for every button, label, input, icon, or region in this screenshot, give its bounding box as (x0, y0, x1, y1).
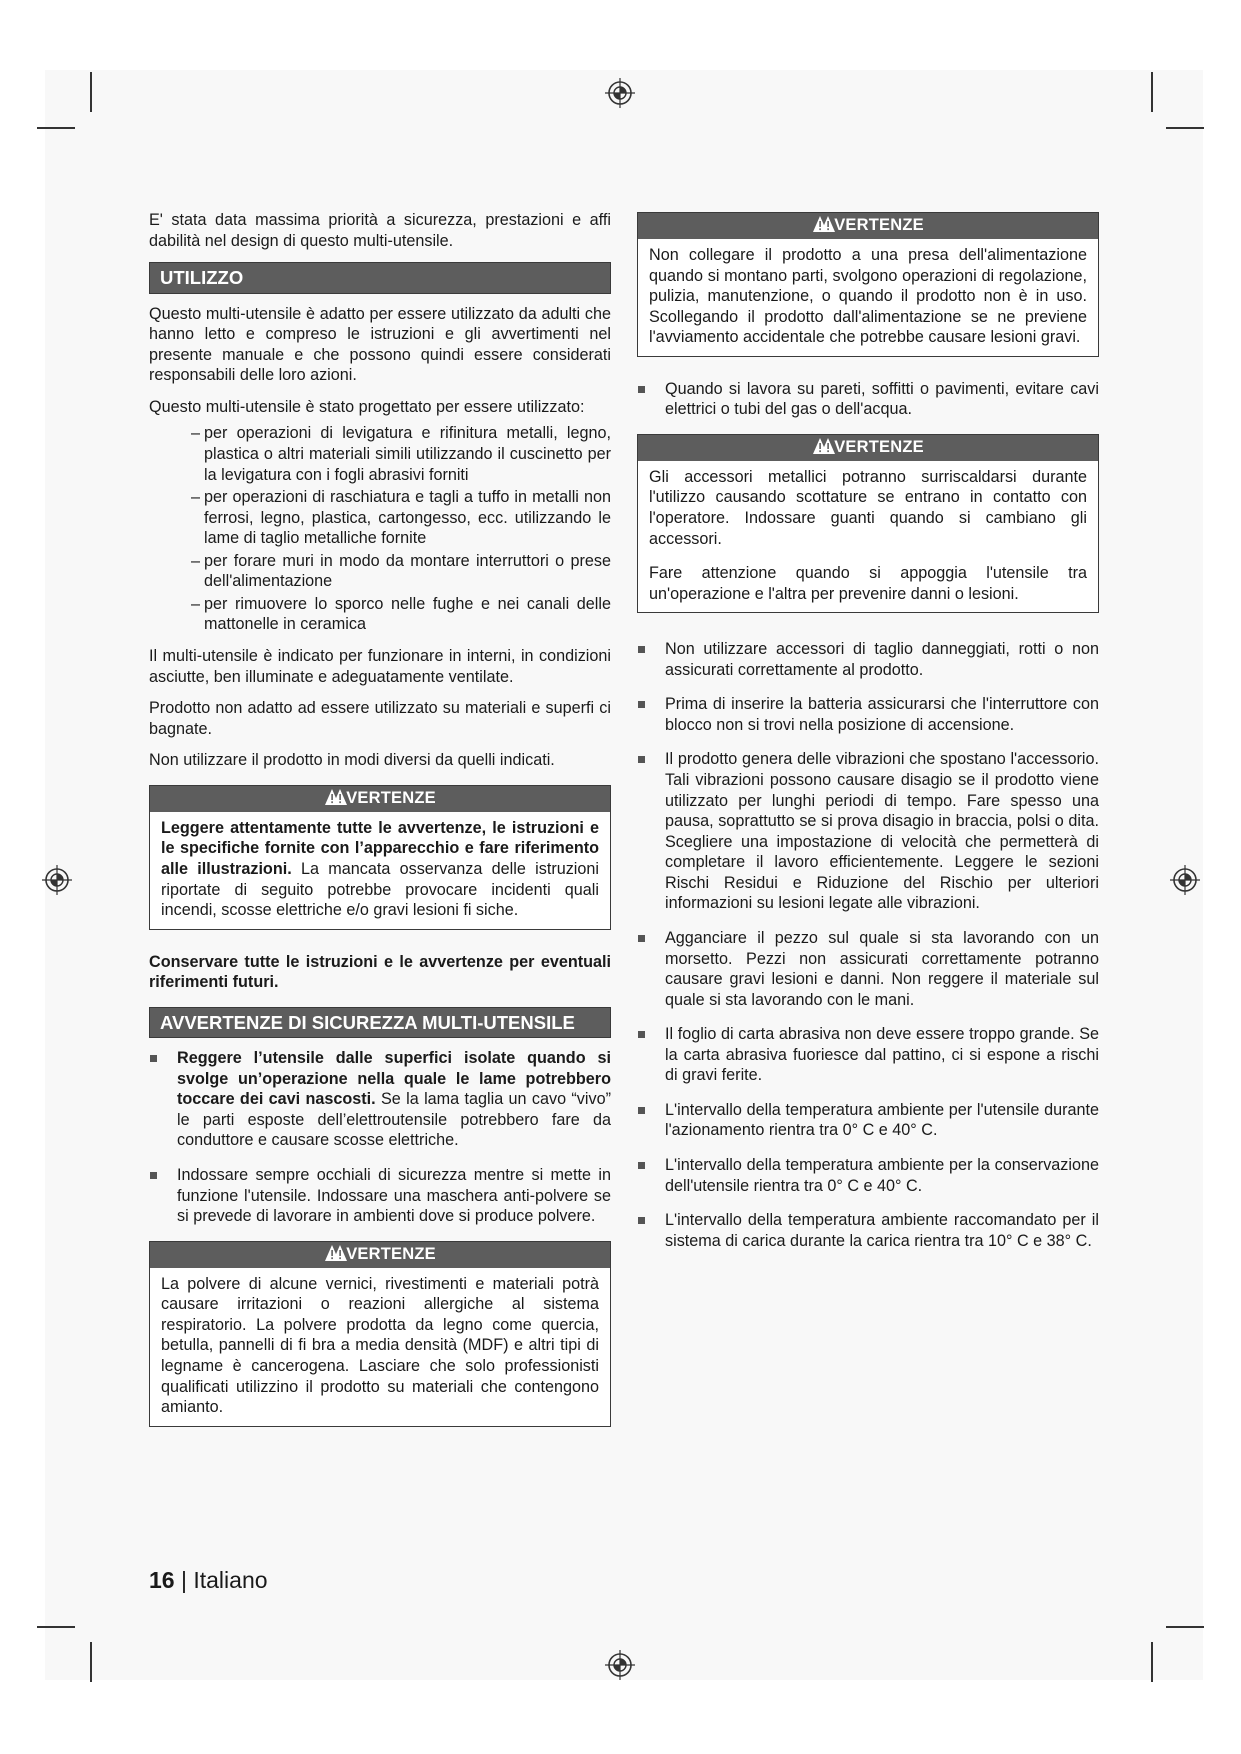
safety-list (637, 379, 1099, 420)
section-heading-safety: AVVERTENZE DI SICUREZZA MULTI-UTENSILE (149, 1007, 611, 1038)
crop-mark-top-right-h (1166, 127, 1204, 129)
warning-triangle-icon (324, 1244, 348, 1262)
warning-box (149, 1241, 611, 1427)
warning-header: VERTENZE (150, 1242, 610, 1268)
warning-header: VERTENZE (638, 435, 1098, 461)
warning-body (638, 461, 1098, 612)
bullet-square-icon (150, 1172, 157, 1179)
uses-list (149, 423, 611, 635)
bullet-square-icon (638, 1162, 645, 1169)
crop-mark-bottom-right-h (1166, 1626, 1204, 1628)
bullet-square-icon (638, 1217, 645, 1224)
warning-text: Gli accessori metallici potranno surriscaldarsi durante l'utilizzo causando scottature se entrano in contatto con l'operatore. Indossare guanti quando si cambiano gli accessori. (649, 467, 1087, 548)
intro-paragraph: E' stata data massima priorità a sicurezza, prestazioni e affi dabilità nel design di questo multi-utensile. (149, 211, 611, 250)
safety-list (149, 1048, 611, 1227)
list-item: L'intervallo della temperatura ambiente raccomandato per il sistema di carica durante la carica rientra tra 10° C e 38° C. (637, 1210, 1099, 1251)
warning-box (637, 212, 1099, 357)
warning-box (149, 785, 611, 930)
crop-mark-bottom-left-h (37, 1626, 75, 1628)
section-heading-utilizzo: UTILIZZO (149, 262, 611, 293)
bullet-square-icon (150, 1055, 157, 1062)
bullet-square-icon (638, 646, 645, 653)
left-column (149, 210, 611, 1443)
list-item: – per forare muri in modo da montare interruttori o prese dell'alimentazione (191, 551, 611, 591)
page-number: 16 (149, 1567, 175, 1593)
bullet-square-icon (638, 386, 645, 393)
warning-body (638, 239, 1098, 356)
list-item: Agganciare il pezzo sul quale si sta lavorando con un morsetto. Pezzi non assicurati correttamente potranno causare gravi lesioni e danni. Non reggere il materiale sul quale si sta lavorando con le mani. (637, 928, 1099, 1010)
right-column (637, 212, 1099, 1265)
page-footer (149, 1566, 268, 1595)
list-item: Prima di inserire la batteria assicurarsi che l'interruttore con blocco non si trovi nella posizione di accensione. (637, 694, 1099, 735)
safety-list (637, 639, 1099, 1251)
bullet-square-icon (638, 756, 645, 763)
warning-header: VERTENZE (150, 786, 610, 812)
warning-text: Fare attenzione quando si appoggia l'utensile tra un'operazione e l'altra per prevenire danni o lesioni. (649, 564, 1087, 603)
list-item: – per rimuovere lo sporco nelle fughe e nei canali delle mattonelle in ceramica (191, 594, 611, 634)
warning-text: Non collegare il prodotto a una presa dell'alimentazione quando si montano parti, svolgono operazioni di regolazione, pulizia, manutenzione, o quando il prodotto non è in uso. Scollegando il prodotto dall'alimentazione se ne previene l'avviamento accidentale che potrebbe causare lesioni gravi. (649, 245, 1087, 347)
list-item: L'intervallo della temperatura ambiente per la conservazione dell'utensile rientra tra 0° C e 40° C. (637, 1155, 1099, 1196)
bullet-square-icon (638, 935, 645, 942)
utilizzo-paragraph: Questo multi-utensile è stato progettato per essere utilizzato: (149, 397, 585, 416)
registration-mark-icon (42, 865, 72, 895)
list-item: – per operazioni di raschiatura e tagli a tuffo in metalli non ferrosi, legno, plastica, cartongesso, ecc. utilizzando le lame di taglio metalliche fornite (191, 488, 611, 548)
footer-separator: | (174, 1567, 194, 1593)
registration-mark-icon (605, 78, 635, 108)
crop-mark-top-left-h (37, 127, 75, 129)
crop-mark-top-left-v (90, 72, 92, 112)
footer-language: Italiano (193, 1567, 268, 1593)
bullet-square-icon (638, 701, 645, 708)
list-item: Il prodotto genera delle vibrazioni che spostano l'accessorio. Tali vibrazioni possono causare disagio se il prodotto viene utilizzato per lunghi periodi di tempo. Fare spesso una pausa, soprattutto se si prova disagio in braccia, polsi o dita. Scegliere una impostazione di velocità che permetterà di completare il lavoro efficientemente. Leggere le sezioni Rischi Residui e Riduzione del Rischio per ulteriori informazioni su lesioni legate alle vibrazioni. (637, 749, 1099, 914)
list-item: Reggere l’utensile dalle superfici isolate quando si svolge un’operazione nella quale le lame potrebbero toccare dei cavi nascosti. Se la lama taglia un cavo “vivo” le parti esposte dell’elettroutensile potrebbero fare da conduttore e causare scosse elettriche. (149, 1048, 611, 1151)
utilizzo-paragraph: Questo multi-utensile è adatto per essere utilizzato da adulti che hanno letto e compreso le istruzioni e gli avvertimenti nel presente manuale e che possono quindi essere considerati responsabili delle loro azioni. (149, 304, 611, 385)
utilizzo-paragraph: Prodotto non adatto ad essere utilizzato su materiali e superfi ci bagnate. (149, 699, 611, 738)
warning-text: Leggere attentamente tutte le avvertenze, le istruzioni e le specifiche fornite con l’apparecchio e fare riferimento alle illustrazioni. La mancata osservanza delle istruzioni riportate di seguito potrebbe provocare incidenti quali incendi, scosse elettriche e/o gravi lesioni fi siche. (161, 818, 600, 920)
warning-body (150, 812, 610, 929)
utilizzo-paragraph: Il multi-utensile è indicato per funzionare in interni, in condizioni asciutte, ben illuminate e adeguatamente ventilate. (149, 647, 611, 686)
list-item: – per operazioni di levigatura e rifinitura metalli, legno, plastica o altri materiali simili utilizzando il cuscinetto per la levigatura con i fogli abrasivi forniti (191, 424, 611, 484)
list-item: Quando si lavora su pareti, soffitti o pavimenti, evitare cavi elettrici o tubi del gas o dell'acqua. (637, 379, 1099, 420)
list-item: Indossare sempre occhiali di sicurezza mentre si mette in funzione l'utensile. Indossare una maschera anti-polvere se si prevede di lavorare in ambienti dove si produce polvere. (149, 1165, 611, 1227)
crop-mark-bottom-right-v (1151, 1642, 1153, 1682)
utilizzo-paragraph: Non utilizzare il prodotto in modi diversi da quelli indicati. (149, 751, 555, 770)
warning-body (150, 1268, 610, 1426)
warning-text: La polvere di alcune vernici, rivestimenti e materiali potrà causare irritazioni o reazioni allergiche al sistema respiratorio. La polvere prodotta da legno come quercia, betulla, pannelli di fi bra a media densità (MDF) e altri tipi di legname è cancerogena. Lasciare che solo professionisti qualificati utilizzino il prodotto su materiali che contengono amianto. (161, 1274, 599, 1417)
conserve-notice: Conservare tutte le istruzioni e le avvertenze per eventuali riferimenti futuri. (149, 952, 611, 992)
bullet-square-icon (638, 1031, 645, 1038)
warning-box (637, 434, 1099, 613)
bullet-square-icon (638, 1107, 645, 1114)
list-item: Non utilizzare accessori di taglio danneggiati, rotti o non assicurati correttamente al prodotto. (637, 639, 1099, 680)
warning-triangle-icon (812, 437, 836, 455)
registration-mark-icon (605, 1650, 635, 1680)
registration-mark-icon (1170, 865, 1200, 895)
list-item: Il foglio di carta abrasiva non deve essere troppo grande. Se la carta abrasiva fuoriesce dal pattino, ci si espone a rischi di gravi ferite. (637, 1024, 1099, 1086)
warning-triangle-icon (812, 215, 836, 233)
crop-mark-bottom-left-v (90, 1642, 92, 1682)
list-item: L'intervallo della temperatura ambiente per l'utensile durante l'azionamento rientra tra 0° C e 40° C. (637, 1100, 1099, 1141)
crop-mark-top-right-v (1151, 72, 1153, 112)
warning-header: VERTENZE (638, 213, 1098, 239)
warning-triangle-icon (324, 788, 348, 806)
